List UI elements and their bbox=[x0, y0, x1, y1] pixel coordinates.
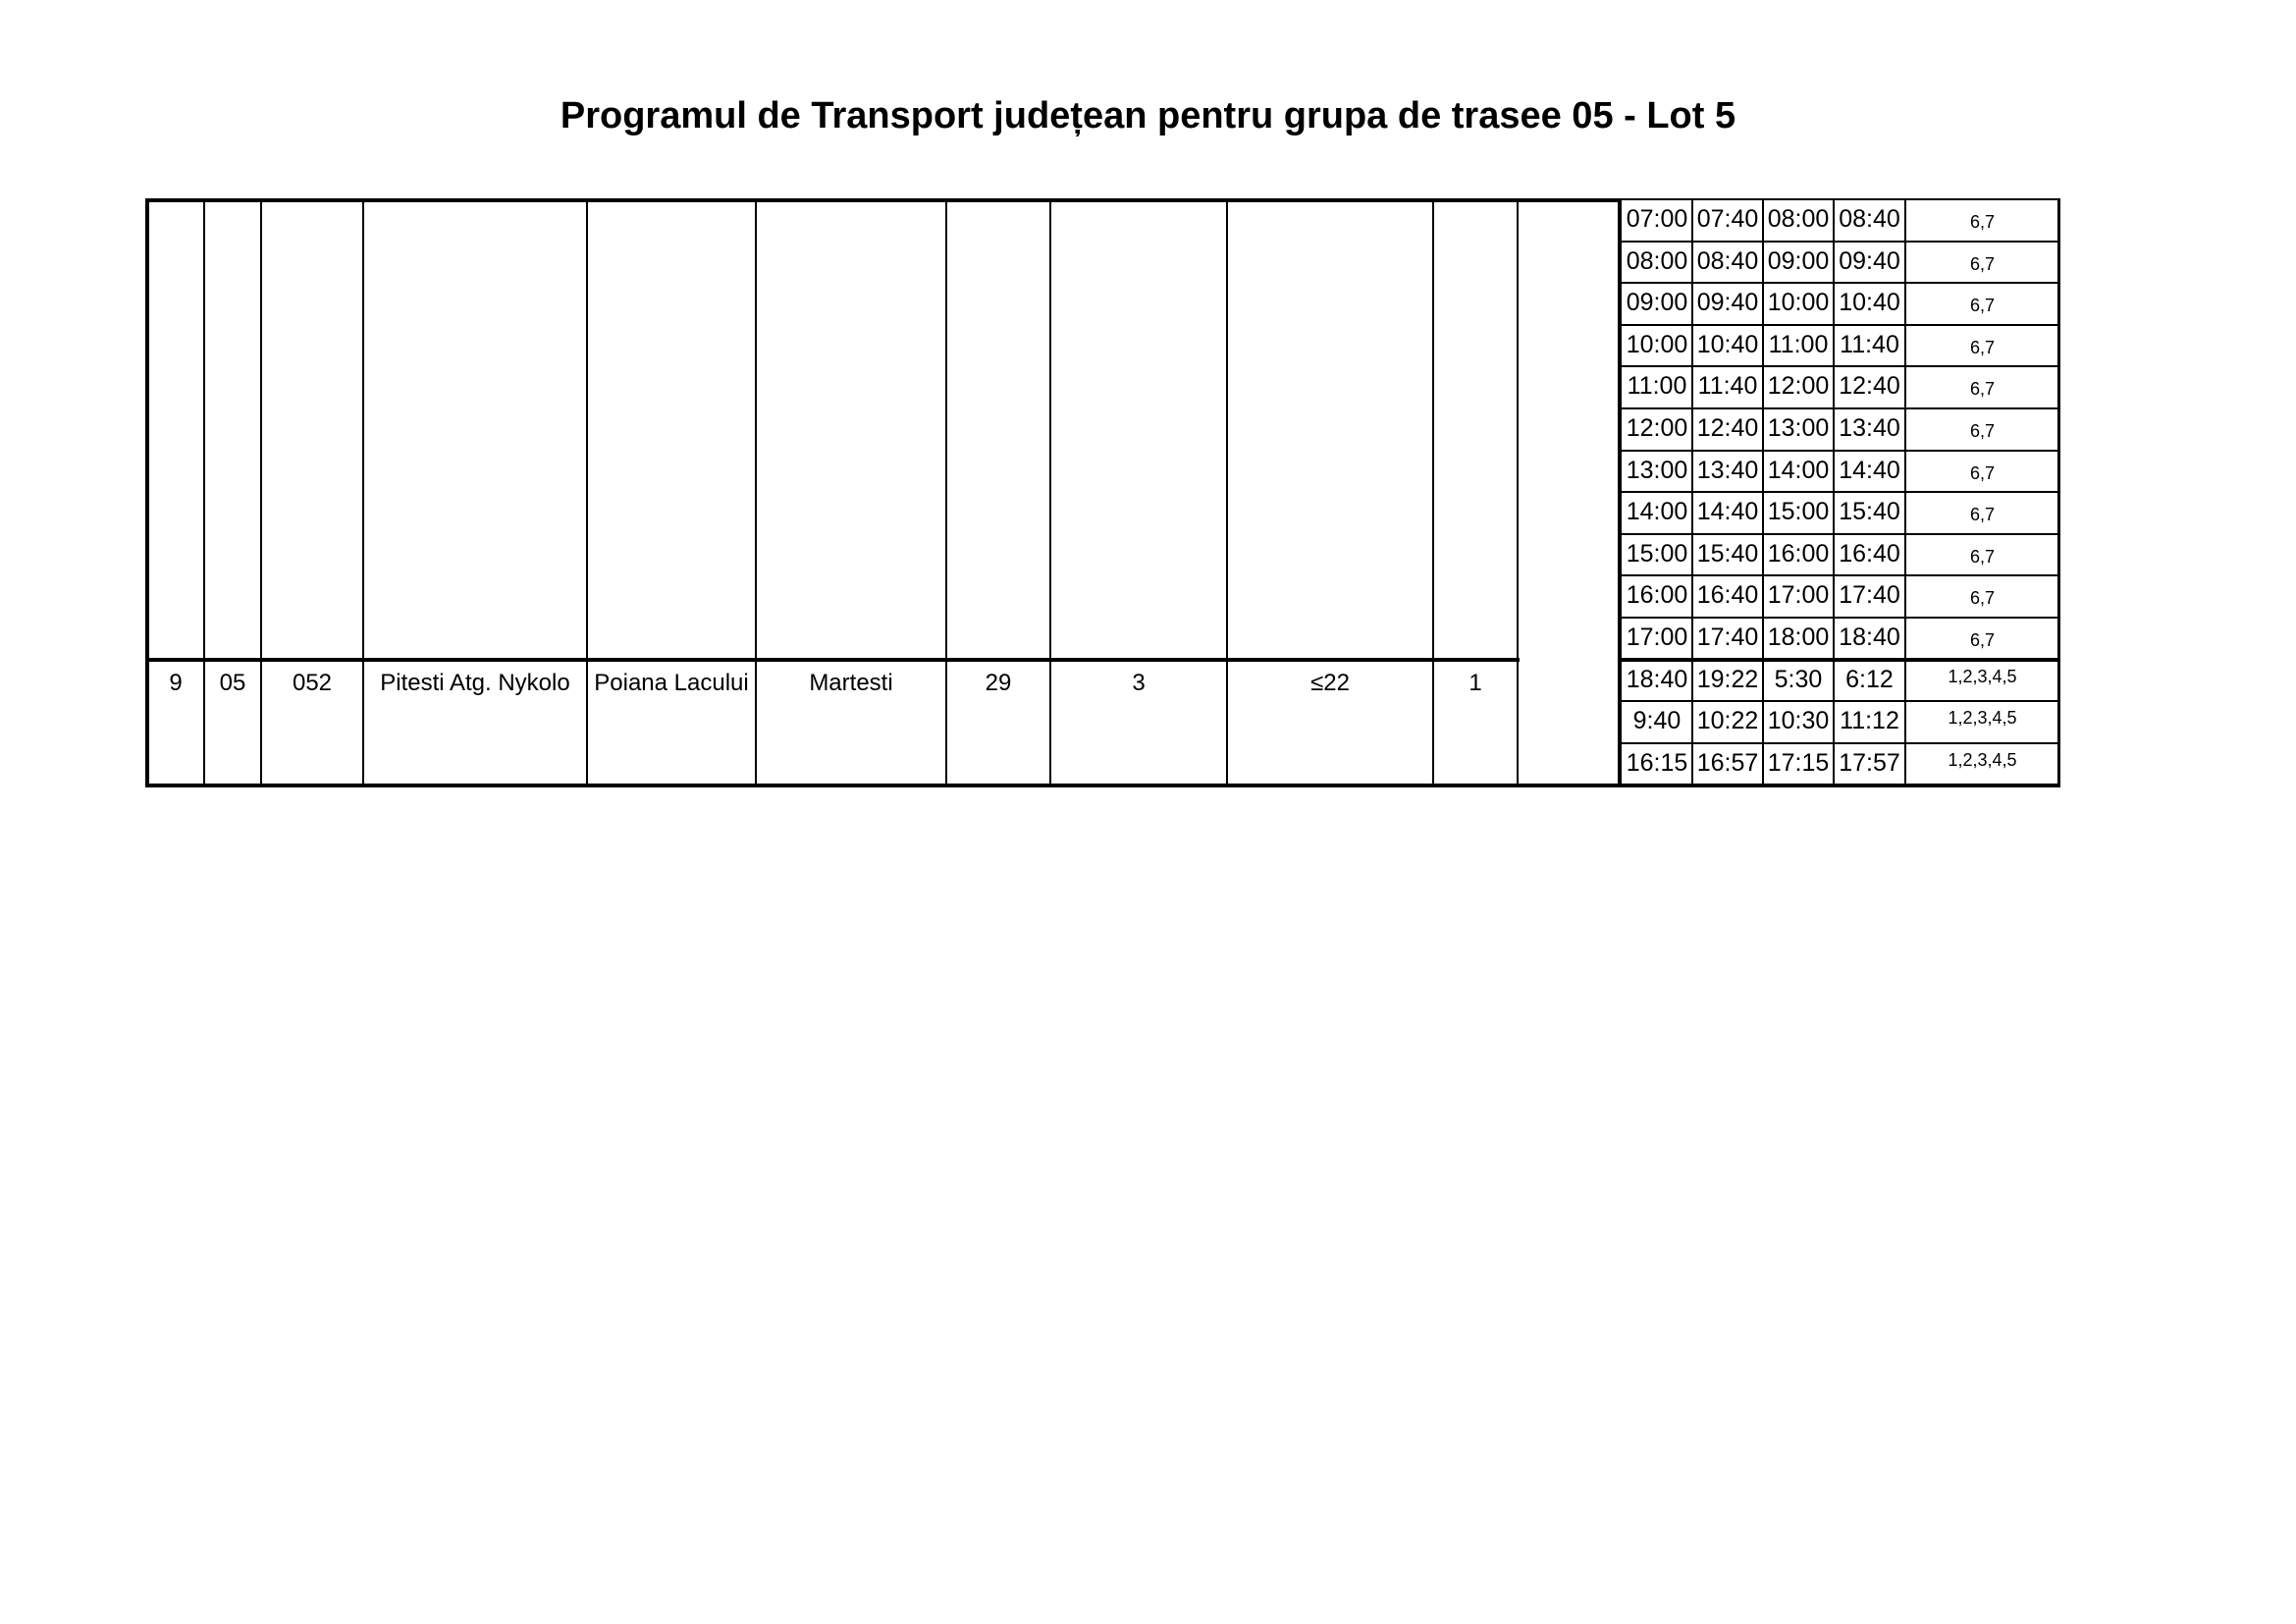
departure-time-cell: 11:40 bbox=[1697, 372, 1758, 400]
grid-line bbox=[145, 784, 2060, 787]
departure-time-cell: 17:00 bbox=[1626, 623, 1688, 651]
departure-time-cell: 15:00 bbox=[1767, 498, 1830, 525]
operating-days-cell: 6,7 bbox=[1969, 505, 1996, 524]
departure-time-cell: 18:40 bbox=[1626, 665, 1688, 693]
route-code-cell: 052 bbox=[292, 670, 333, 696]
departure-time-cell: 16:15 bbox=[1626, 748, 1688, 777]
departure-time-cell: 13:00 bbox=[1626, 456, 1688, 484]
operating-days-cell: 1,2,3,4,5 bbox=[1948, 750, 2017, 770]
departure-time-cell: 15:40 bbox=[1839, 498, 1900, 525]
grid-line bbox=[586, 198, 588, 784]
departure-time-cell: 10:00 bbox=[1626, 330, 1688, 358]
operating-days-cell: 1,2,3,4,5 bbox=[1948, 708, 2017, 728]
route-intermediate-cell: Martesti bbox=[809, 670, 893, 696]
departure-time-cell: 12:40 bbox=[1839, 372, 1900, 400]
departure-time-cell: 18:00 bbox=[1767, 623, 1830, 651]
grid-line bbox=[1618, 658, 2059, 662]
grid-line bbox=[1618, 491, 2059, 493]
departure-time-cell: 14:40 bbox=[1696, 498, 1759, 525]
grid-line bbox=[1618, 365, 2059, 367]
departure-time-cell: 10:40 bbox=[1839, 289, 1900, 316]
departure-time-cell: 08:00 bbox=[1767, 205, 1830, 233]
operating-days-cell: 6,7 bbox=[1969, 421, 1996, 441]
grid-line bbox=[145, 658, 1520, 662]
departure-time-cell: 08:40 bbox=[1839, 205, 1900, 233]
page-title: Programul de Transport județean pentru grupa de trasee 05 - Lot 5 bbox=[560, 95, 1736, 136]
departure-time-cell: 18:40 bbox=[1839, 623, 1900, 651]
departure-time-cell: 14:00 bbox=[1767, 456, 1830, 484]
departure-time-cell: 11:00 bbox=[1768, 330, 1829, 358]
departure-time-cell: 16:40 bbox=[1696, 581, 1759, 609]
route-end-cell: Poiana Lacului bbox=[594, 670, 749, 696]
grid-line bbox=[203, 198, 205, 784]
departure-time-cell: 11:12 bbox=[1840, 707, 1899, 734]
departure-time-cell: 17:57 bbox=[1839, 748, 1900, 777]
grid-line bbox=[1049, 198, 1051, 784]
grid-line bbox=[1618, 533, 2059, 535]
operating-days-cell: 6,7 bbox=[1969, 254, 1996, 274]
operating-days-cell: 6,7 bbox=[1969, 212, 1996, 232]
grid-line bbox=[1226, 198, 1228, 784]
departure-time-cell: 10:22 bbox=[1696, 707, 1759, 734]
grid-line bbox=[145, 198, 149, 785]
grid-line bbox=[145, 198, 1618, 202]
grid-line bbox=[1618, 241, 2059, 243]
departure-time-cell: 6:12 bbox=[1845, 665, 1894, 693]
grid-line bbox=[755, 198, 757, 784]
departure-time-cell: 08:00 bbox=[1626, 246, 1688, 275]
operating-days-cell: 6,7 bbox=[1969, 547, 1996, 567]
route-trips-cell: 3 bbox=[1132, 670, 1146, 696]
grid-line bbox=[362, 198, 364, 784]
departure-time-cell: 17:40 bbox=[1696, 623, 1759, 651]
grid-line bbox=[1618, 407, 2059, 409]
grid-line bbox=[1618, 742, 2059, 744]
departure-time-cell: 16:00 bbox=[1767, 539, 1830, 568]
departure-time-cell: 13:40 bbox=[1696, 456, 1759, 484]
route-start-cell: Pitesti Atg. Nykolo bbox=[380, 670, 570, 696]
departure-time-cell: 08:40 bbox=[1696, 246, 1759, 275]
grid-line bbox=[1618, 700, 2059, 702]
departure-time-cell: 09:00 bbox=[1626, 289, 1688, 316]
schedule-table bbox=[145, 198, 2057, 784]
route-capacity-cell: ≤22 bbox=[1310, 670, 1350, 696]
departure-time-cell: 07:00 bbox=[1626, 205, 1688, 233]
departure-time-cell: 14:00 bbox=[1626, 498, 1688, 525]
grid-line bbox=[1618, 450, 2059, 452]
grid-line bbox=[1618, 574, 2059, 576]
departure-time-cell: 12:00 bbox=[1626, 414, 1688, 442]
departure-time-cell: 09:00 bbox=[1767, 246, 1830, 275]
departure-time-cell: 12:40 bbox=[1696, 414, 1759, 442]
departure-time-cell: 13:40 bbox=[1839, 414, 1900, 442]
departure-time-cell: 15:40 bbox=[1696, 539, 1759, 568]
departure-time-cell: 11:40 bbox=[1840, 330, 1899, 358]
departure-time-cell: 12:00 bbox=[1767, 372, 1830, 400]
departure-time-cell: 16:00 bbox=[1626, 581, 1688, 609]
route-vehicles-cell: 1 bbox=[1468, 670, 1482, 696]
departure-time-cell: 10:40 bbox=[1696, 330, 1759, 358]
departure-time-cell: 16:57 bbox=[1696, 748, 1759, 777]
operating-days-cell: 6,7 bbox=[1969, 338, 1996, 357]
departure-time-cell: 09:40 bbox=[1696, 289, 1759, 316]
departure-time-cell: 09:40 bbox=[1839, 246, 1900, 275]
grid-line bbox=[1618, 282, 2059, 284]
departure-time-cell: 15:00 bbox=[1626, 539, 1688, 568]
route-km-cell: 29 bbox=[985, 670, 1012, 696]
departure-time-cell: 17:15 bbox=[1767, 748, 1830, 777]
operating-days-cell: 1,2,3,4,5 bbox=[1948, 667, 2017, 686]
departure-time-cell: 10:00 bbox=[1767, 289, 1830, 316]
departure-time-cell: 13:00 bbox=[1767, 414, 1830, 442]
route-nr-cell: 9 bbox=[169, 670, 183, 696]
operating-days-cell: 6,7 bbox=[1969, 463, 1996, 483]
grid-line bbox=[1618, 324, 2059, 326]
departure-time-cell: 10:30 bbox=[1767, 707, 1830, 734]
operating-days-cell: 6,7 bbox=[1969, 630, 1996, 650]
departure-time-cell: 11:00 bbox=[1627, 372, 1687, 400]
grid-line bbox=[260, 198, 262, 784]
departure-time-cell: 17:40 bbox=[1839, 581, 1900, 609]
grid-line bbox=[1432, 198, 1434, 784]
departure-time-cell: 07:40 bbox=[1696, 205, 1759, 233]
departure-time-cell: 5:30 bbox=[1774, 665, 1823, 693]
departure-time-cell: 19:22 bbox=[1696, 665, 1759, 693]
grid-line bbox=[1618, 198, 2059, 200]
departure-time-cell: 17:00 bbox=[1767, 581, 1830, 609]
route-group-cell: 05 bbox=[219, 670, 246, 696]
operating-days-cell: 6,7 bbox=[1969, 588, 1996, 608]
grid-line bbox=[1517, 198, 1519, 784]
grid-line bbox=[1618, 617, 2059, 619]
departure-time-cell: 9:40 bbox=[1632, 707, 1682, 734]
operating-days-cell: 6,7 bbox=[1969, 296, 1996, 315]
departure-time-cell: 16:40 bbox=[1839, 539, 1900, 568]
grid-line bbox=[945, 198, 947, 784]
operating-days-cell: 6,7 bbox=[1969, 379, 1996, 399]
departure-time-cell: 14:40 bbox=[1839, 456, 1900, 484]
